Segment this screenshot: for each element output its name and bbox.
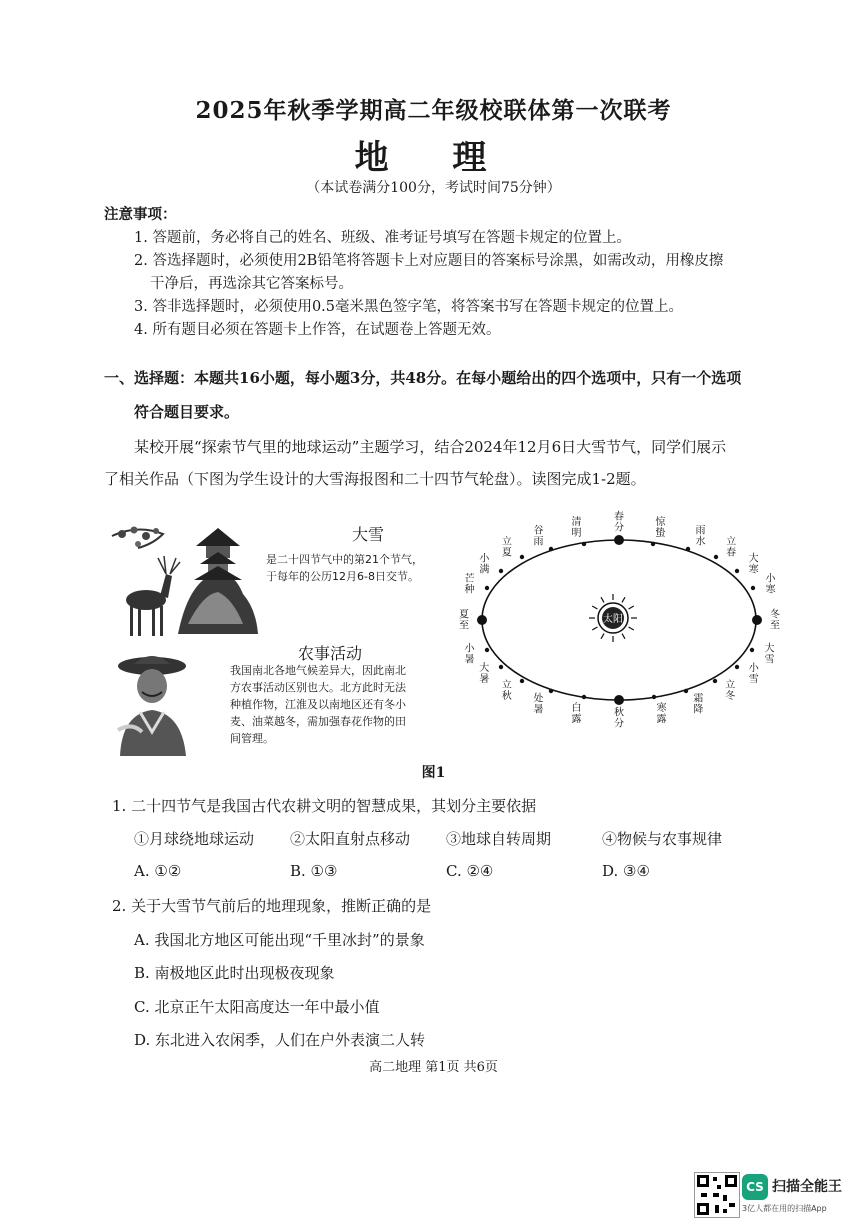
section-heading-cont: 符合题目要求。 [134, 403, 240, 421]
q2-option-b: B. 南极地区此时出现极夜现象 [134, 964, 335, 982]
poster-farm-line-2: 方农事活动区别也大。北方此时无法 [230, 681, 406, 694]
poster-farm-line-3: 种植作物，江淮及以南地区还有冬小 [230, 698, 406, 711]
notice-item-3: 3. 答非选择题时，必须使用0.5毫米黑色签字笔，将答案书写在答题卡规定的位置上。 [134, 299, 684, 315]
term-label: 谷雨 [533, 525, 544, 548]
term-label: 立春 [726, 536, 737, 559]
term-label: 霜降 [693, 693, 704, 716]
term-label: 小满 [479, 553, 490, 576]
term-label: 立秋 [501, 680, 512, 703]
notice-item-1: 1. 答题前，务必将自己的姓名、班级、准考证号填写在答题卡规定的位置上。 [134, 230, 631, 246]
term-marker [735, 665, 739, 669]
notice-item-2-cont: 干净后，再选涂其它答案标号。 [150, 276, 353, 292]
term-marker [582, 695, 586, 699]
poster-daxue-text-1: 是二十四节气中的第21个节气， [266, 553, 423, 566]
term-label: 夏至 [459, 609, 469, 632]
term-marker [520, 555, 524, 559]
poster-daxue-text-2: 于每年的公历12月6-8日交节。 [266, 570, 419, 583]
term-label: 雨水 [695, 525, 706, 548]
section-heading: 一、选择题：本题共16小题，每小题3分，共48分。在每小题给出的四个选项中，只有一个选项 [104, 369, 742, 387]
term-label: 春分 [614, 511, 624, 534]
term-marker [752, 615, 762, 625]
camscanner-logo-icon: CS [742, 1174, 768, 1200]
passage-line-1: 某校开展“探索节气里的地球运动”主题学习，结合2024年12月6日大雪节气，同学们展示 [134, 438, 727, 456]
term-label: 大寒 [748, 553, 759, 576]
term-marker [485, 586, 489, 590]
poster-farm-line-5: 间管理。 [230, 732, 274, 745]
term-marker [751, 586, 755, 590]
q1-item-3: ③地球自转周期 [446, 830, 552, 848]
term-marker [651, 542, 655, 546]
term-label: 小暑 [464, 643, 475, 666]
camscanner-brand: 扫描全能王 [772, 1179, 842, 1195]
term-marker [614, 695, 624, 705]
term-marker [499, 665, 503, 669]
q1-item-2: ②太阳直射点移动 [290, 830, 411, 848]
camscanner-tagline: 3亿人都在用的扫描App [742, 1204, 827, 1213]
qr-code-icon [694, 1172, 740, 1218]
q1-option-c: C. ②④ [446, 862, 494, 880]
term-marker [713, 679, 717, 683]
term-label: 秋分 [614, 707, 624, 730]
term-label: 白露 [571, 702, 582, 725]
term-label: 冬至 [770, 609, 780, 632]
question-2-stem: 2. 关于大雪节气前后的地理现象，推断正确的是 [112, 897, 432, 915]
question-1-stem: 1. 二十四节气是我国古代农耕文明的智慧成果，其划分主要依据 [112, 797, 537, 815]
term-label: 小雪 [748, 663, 759, 686]
page-footer: 高二地理 第1页 共6页 [369, 1060, 498, 1075]
term-label: 惊蛰 [655, 517, 666, 540]
term-marker [735, 569, 739, 573]
q1-option-d: D. ③④ [602, 862, 650, 880]
term-marker [549, 547, 553, 551]
q2-option-a: A. 我国北方地区可能出现“千里冰封”的景象 [134, 931, 425, 949]
exam-title: 2025年秋季学期高二年级校联体第一次联考 [195, 97, 672, 124]
term-label: 清明 [571, 517, 582, 540]
notice-item-4: 4. 所有题目必须在答题卡上作答，在试题卷上答题无效。 [134, 322, 501, 338]
poster-farm-line-4: 麦、油菜越冬，需加强春花作物的田 [230, 715, 406, 728]
poster-daxue-title: 大雪 [352, 525, 385, 544]
term-label: 寒露 [656, 702, 667, 725]
term-marker [652, 695, 656, 699]
q1-option-b: B. ①③ [290, 862, 338, 880]
q1-option-a: A. ①② [134, 862, 182, 880]
term-marker [549, 689, 553, 693]
term-marker [485, 648, 489, 652]
term-marker [499, 569, 503, 573]
term-label: 大暑 [479, 663, 490, 686]
term-label: 处暑 [533, 693, 544, 716]
q1-item-1: ①月球绕地球运动 [134, 830, 255, 848]
term-label: 立夏 [501, 536, 512, 559]
term-marker [614, 535, 624, 545]
term-marker [520, 679, 524, 683]
subject-title: 地 理 [354, 138, 513, 178]
exam-note: （本试卷满分100分，考试时间75分钟） [306, 180, 561, 196]
figure-caption: 图1 [421, 765, 446, 781]
term-marker [477, 615, 487, 625]
term-marker [714, 555, 718, 559]
poster-farm-title: 农事活动 [298, 644, 363, 663]
term-label: 立冬 [725, 680, 736, 703]
q1-item-4: ④物候与农事规律 [602, 830, 723, 848]
notice-item-2: 2. 答选择题时，必须使用2B铅笔将答题卡上对应题目的答案标号涂黑，如需改动，用橡皮擦 [134, 253, 724, 269]
term-marker [582, 542, 586, 546]
term-label: 小寒 [765, 573, 776, 596]
notice-title: 注意事项： [104, 206, 177, 223]
term-marker [750, 648, 754, 652]
passage-line-2: 了相关作品（下图为学生设计的大雪海报图和二十四节气轮盘）。读图完成1-2题。 [104, 470, 646, 488]
q2-option-d: D. 东北进入农闲季，人们在户外表演二人转 [134, 1031, 426, 1049]
q2-option-c: C. 北京正午太阳高度达一年中最小值 [134, 998, 380, 1016]
poster-farm-line-1: 我国南北各地气候差异大，因此南北 [230, 664, 406, 677]
term-marker [686, 547, 690, 551]
term-label: 大雪 [764, 643, 775, 666]
term-label: 芒种 [464, 573, 475, 596]
term-marker [684, 689, 688, 693]
sun-label: 太阳 [603, 614, 623, 625]
